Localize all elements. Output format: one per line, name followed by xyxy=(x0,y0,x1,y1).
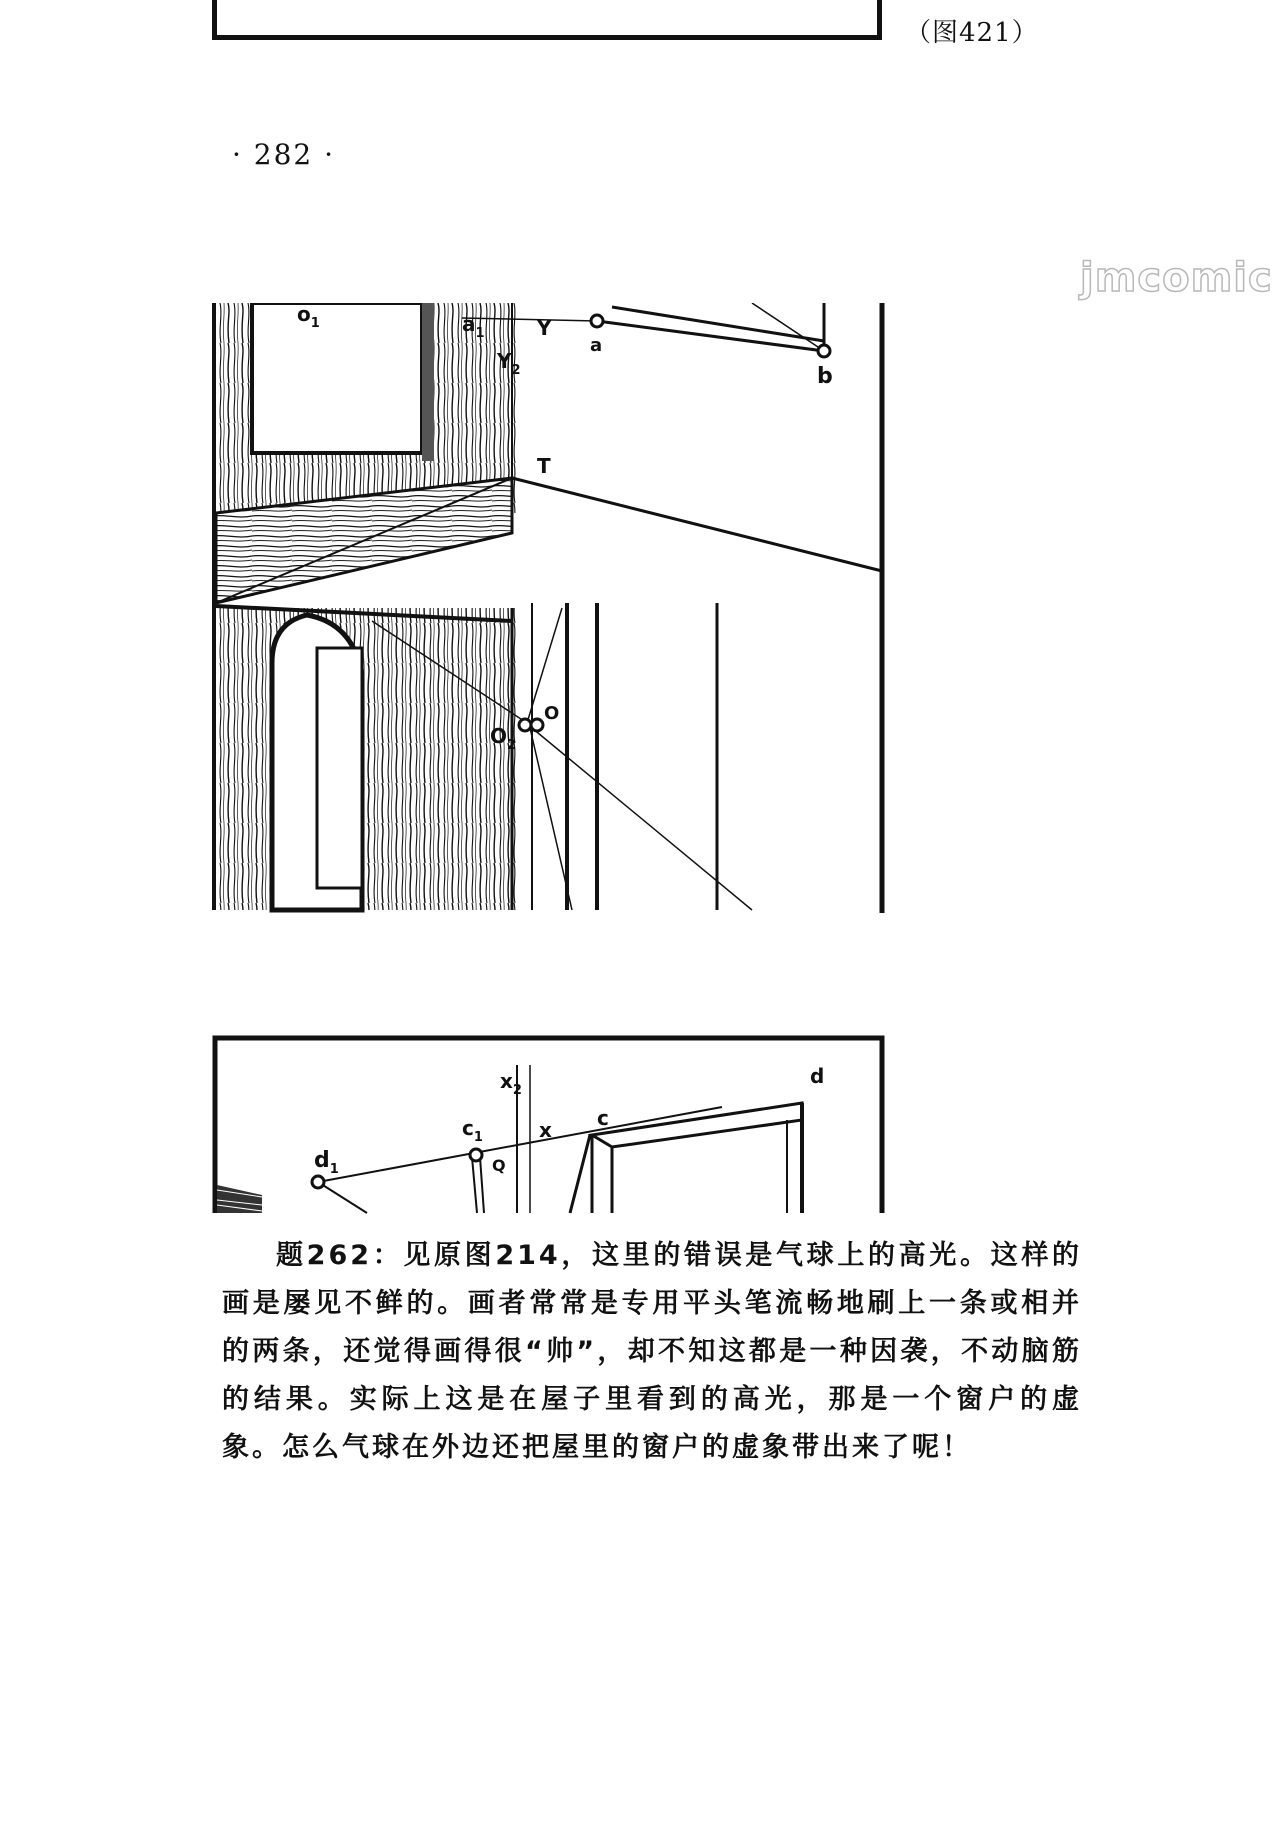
label-a: a xyxy=(590,335,603,356)
lower-panel xyxy=(214,603,752,910)
label-O2: $O_2$ xyxy=(490,724,517,753)
page-number: · 282 · xyxy=(232,138,336,171)
label-x2: $x_2$ xyxy=(500,1069,522,1098)
label-d: d xyxy=(810,1064,825,1088)
figure-caption: （图421） xyxy=(905,18,1039,48)
label-b: b xyxy=(817,364,833,389)
perspective-illustration-room xyxy=(212,303,892,913)
label-Y: Y xyxy=(537,316,552,340)
label-d1: $d_1$ xyxy=(314,1148,339,1177)
label-x: x xyxy=(539,1118,552,1142)
body-paragraph: 题262：见原图214，这里的错误是气球上的高光。这样的画是屡见不鲜的。画者常常是专用平头笔流畅地刷上一条或相并的两条，还觉得画得很“帅”，却不知这都是一种因袭，不动脑筋的结果。实际上这是在屋子里看到的高光，那是一个窗户的虚象。怎么气球在外边还把屋里的窗户的虚象带出来了呢！ xyxy=(222,1240,1082,1463)
top-figure-frame xyxy=(212,0,882,40)
label-O: O xyxy=(544,703,560,724)
label-T: T xyxy=(537,454,551,478)
perspective-illustration-box xyxy=(212,1035,892,1215)
label-Y2: $Y_2$ xyxy=(497,349,521,378)
label-c: c xyxy=(597,1106,609,1130)
label-a1: $a_1$ xyxy=(462,312,485,341)
label-c1: $c_1$ xyxy=(462,1116,483,1145)
label-Q: Q xyxy=(492,1156,506,1175)
label-o1: $o_1$ xyxy=(297,303,320,331)
watermark-logo: jmcomic xyxy=(1080,255,1273,301)
